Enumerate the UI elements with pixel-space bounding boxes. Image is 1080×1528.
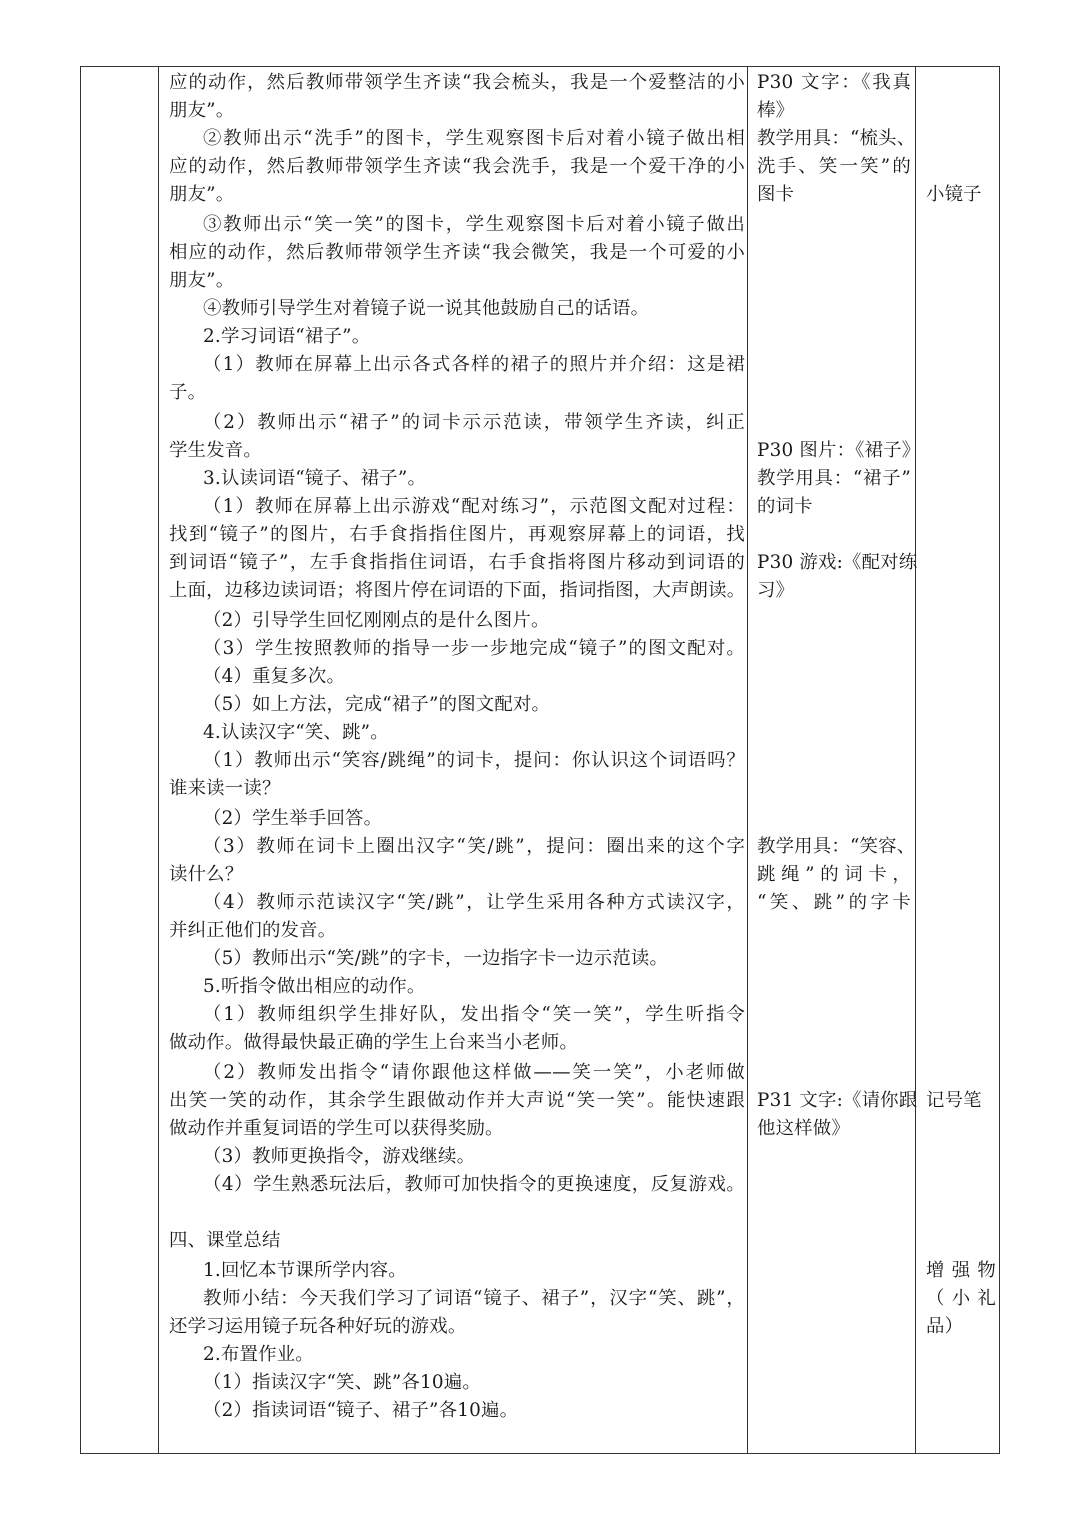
- resource-line: “笑、跳”的字卡: [757, 892, 911, 913]
- resource-line: 棒》: [757, 100, 795, 121]
- text-line: 读什么？: [169, 864, 244, 885]
- resource-line: 跳绳”的词卡，: [757, 864, 911, 885]
- text-line: 做动作并重复词语的学生可以获得奖励。: [169, 1118, 504, 1139]
- text-line: 找到“镜子”的图片，右手食指指住图片，再观察屏幕上的词语，找: [169, 524, 745, 545]
- text-line: 子。: [169, 382, 207, 403]
- resource-line: 洗手、笑一笑”的: [757, 156, 911, 177]
- text-line: 2.布置作业。: [203, 1344, 314, 1365]
- text-line: 2.学习词语“裙子”。: [203, 326, 371, 347]
- resource-line: P31 文字:《请你跟: [757, 1090, 918, 1111]
- text-line: 4.认读汉字“笑、跳”。: [203, 722, 389, 743]
- text-line: ④教师引导学生对着镜子说一说其他鼓励自己的话语。: [203, 298, 650, 319]
- text-line: 还学习运用镜子玩各种好玩的游戏。: [169, 1316, 467, 1337]
- text-line: （3）教师在词卡上圈出汉字“笑/跳”，提问：圈出来的这个字: [203, 836, 745, 857]
- resource-line: 的词卡: [757, 496, 813, 517]
- text-line: 朋友”。: [169, 270, 235, 291]
- text-line: 上面，边移边读词语；将图片停在词语的下面，指词指图，大声朗读。: [169, 580, 746, 601]
- prop-line: 记号笔: [926, 1090, 982, 1111]
- text-line: ③教师出示“笑一笑”的图卡，学生观察图卡后对着小镜子做出: [203, 214, 745, 235]
- resource-line: P30 游戏:《配对练: [757, 552, 918, 573]
- text-line: （2）学生举手回答。: [203, 808, 383, 829]
- text-line: 谁来读一读？: [169, 778, 281, 799]
- lesson-plan-table: [80, 66, 1000, 1454]
- text-line: （3）学生按照教师的指导一步一步地完成“镜子”的图文配对。: [203, 638, 745, 659]
- resource-line: P30 文字：《我真: [757, 72, 911, 93]
- text-line: （2）教师出示“裙子”的词卡示示范读，带领学生齐读，纠正: [203, 412, 745, 433]
- column-divider: [915, 67, 916, 1453]
- text-line: （1）教师在屏幕上出示游戏“配对练习”，示范图文配对过程：: [203, 496, 745, 517]
- text-line: （5）教师出示“笑/跳”的字卡，一边指字卡一边示范读。: [203, 948, 669, 969]
- column-divider: [747, 67, 748, 1453]
- text-line: （3）教师更换指令，游戏继续。: [203, 1146, 476, 1167]
- text-line: （5）如上方法，完成“裙子”的图文配对。: [203, 694, 551, 715]
- text-line: 并纠正他们的发音。: [169, 920, 337, 941]
- prop-line: 小镜子: [926, 184, 982, 205]
- text-line: 学生发音。: [169, 440, 262, 461]
- text-line: （2）指读词语“镜子、裙子”各10遍。: [203, 1400, 519, 1421]
- text-line: （1）教师在屏幕上出示各式各样的裙子的照片并介绍：这是裙: [203, 354, 745, 375]
- resource-line: 教学用具：“梳头、: [757, 128, 916, 149]
- text-line: 应的动作，然后教师带领学生齐读“我会洗手，我是一个爱干净的小: [169, 156, 745, 177]
- text-line: （1）教师组织学生排好队，发出指令“笑一笑”，学生听指令: [203, 1004, 745, 1025]
- resource-line: 教学用具：“裙子”: [757, 468, 911, 489]
- text-line: 教师小结：今天我们学习了词语“镜子、裙子”，汉字“笑、跳”，: [203, 1288, 745, 1309]
- text-line: 到词语“镜子”，左手食指指住词语，右手食指将图片移动到词语的: [169, 552, 745, 573]
- prop-line: （小礼: [926, 1288, 996, 1309]
- text-line: 应的动作，然后教师带领学生齐读“我会梳头，我是一个爱整洁的小: [169, 72, 745, 93]
- resource-line: 教学用具：“笑容、: [757, 836, 916, 857]
- text-line: 出笑一笑的动作，其余学生跟做动作并大声说“笑一笑”。能快速跟: [169, 1090, 745, 1111]
- resource-line: 习》: [757, 580, 795, 601]
- resource-line: P30 图片：《裙子》: [757, 440, 921, 461]
- text-line: （1）教师出示“笑容/跳绳”的词卡，提问：你认识这个词语吗？: [203, 750, 745, 771]
- text-line: （4）教师示范读汉字“笑/跳”，让学生采用各种方式读汉字，: [203, 892, 745, 913]
- text-line: 相应的动作，然后教师带领学生齐读“我会微笑，我是一个可爱的小: [169, 242, 745, 263]
- text-line: 朋友”。: [169, 184, 235, 205]
- text-line: （2）教师发出指令“请你跟他这样做——笑一笑”，小老师做: [203, 1062, 745, 1083]
- text-line: ②教师出示“洗手”的图卡，学生观察图卡后对着小镜子做出相: [203, 128, 745, 149]
- prop-line: 品）: [926, 1316, 964, 1337]
- text-line: （4）学生熟悉玩法后，教师可加快指令的更换速度，反复游戏。: [203, 1174, 745, 1195]
- text-line: 1.回忆本节课所学内容。: [203, 1260, 407, 1281]
- text-line: 3.认读词语“镜子、裙子”。: [203, 468, 427, 489]
- resource-line: 他这样做》: [757, 1118, 850, 1139]
- prop-line: 增强物: [926, 1260, 996, 1281]
- text-line: （4）重复多次。: [203, 666, 346, 687]
- text-line: 做动作。做得最快最正确的学生上台来当小老师。: [169, 1032, 578, 1053]
- text-line: （2）引导学生回忆刚刚点的是什么图片。: [203, 610, 550, 631]
- text-line: 四、课堂总结: [169, 1230, 281, 1251]
- resource-line: 图卡: [757, 184, 795, 205]
- text-line: 朋友”。: [169, 100, 235, 121]
- text-line: 5.听指令做出相应的动作。: [203, 976, 426, 997]
- text-line: （1）指读汉字“笑、跳”各10遍。: [203, 1372, 481, 1393]
- column-divider: [158, 67, 159, 1453]
